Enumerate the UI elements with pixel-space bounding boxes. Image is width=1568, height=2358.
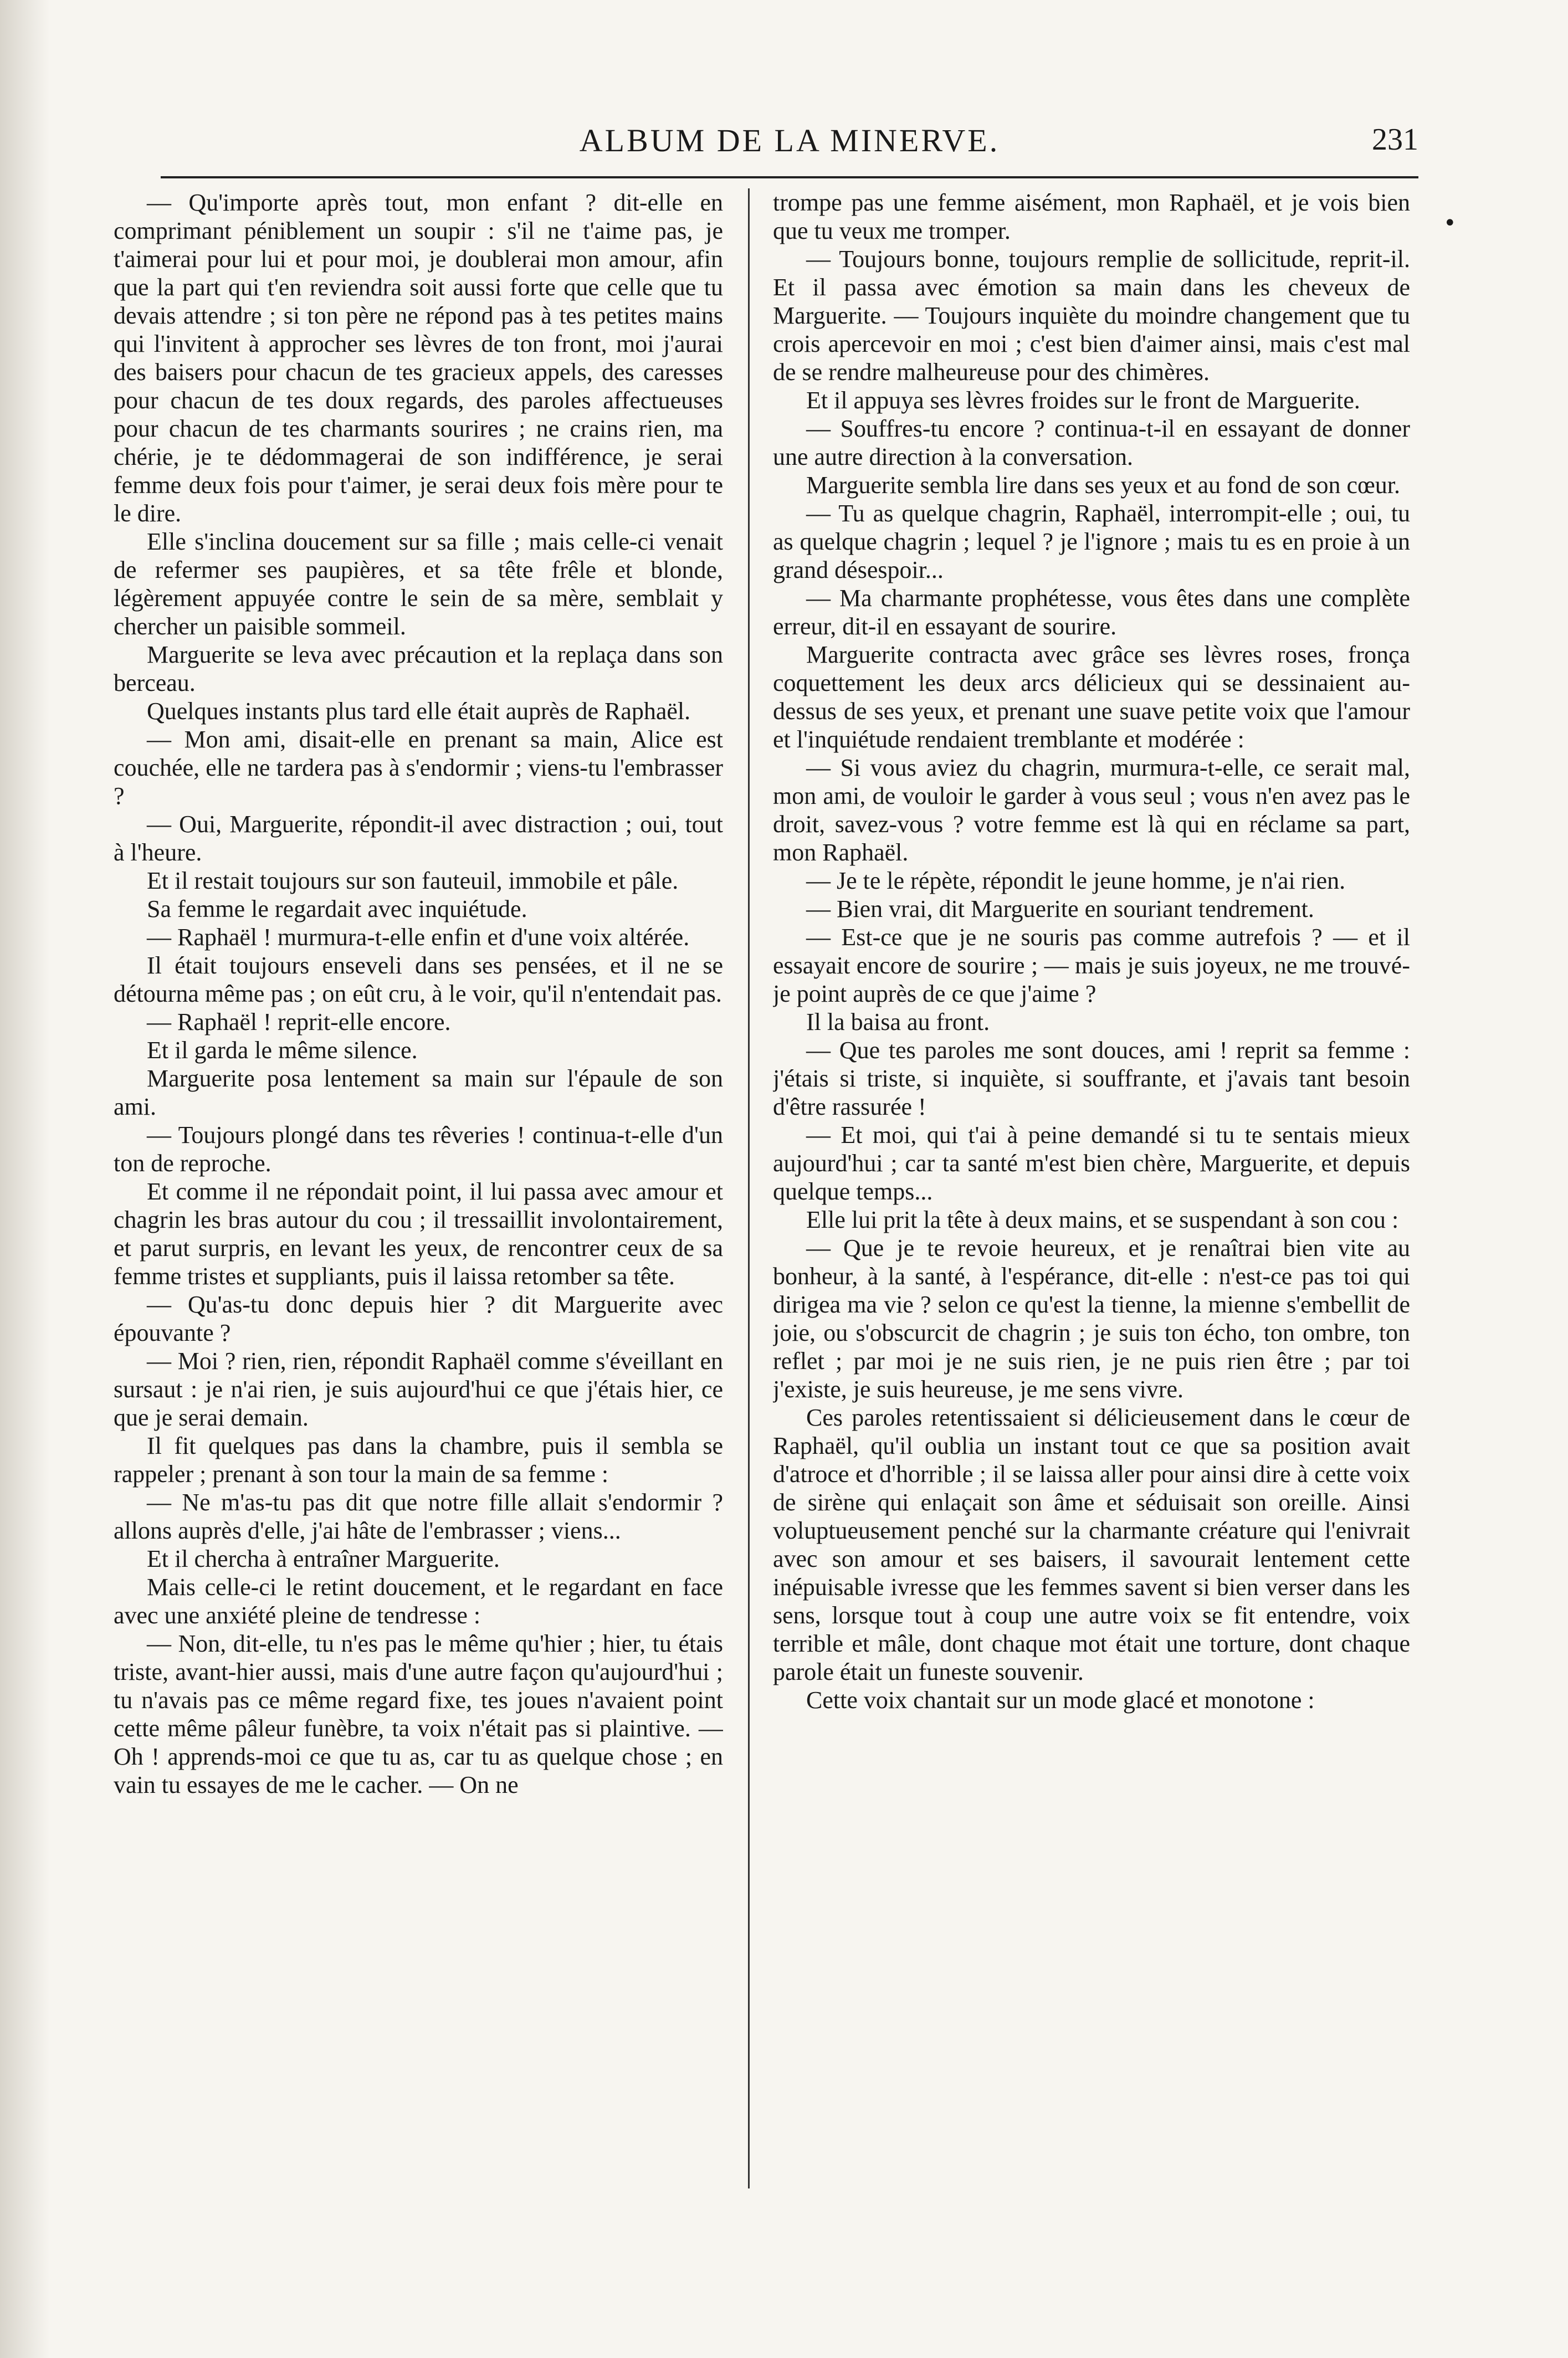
paragraph: Il la baisa au front. xyxy=(806,1008,990,1036)
paragraph: — Toujours bonne, toujours remplie de sollicitude, reprit-il. Et il passa avec émotion sa main dans les cheveux de Marguerite. — Toujours inquiète du moindre changement que tu crois apercevoir en moi ; c'est bien d'aimer ainsi, mais c'est mal de se rendre malheureuse pour des chimères. xyxy=(773,245,1410,386)
page-number: 231 xyxy=(1372,122,1418,157)
paragraph: — Est-ce que je ne souris pas comme autrefois ? — et il essayait encore de sourire ; — mais je suis joyeux, ne me trouvé-je point auprès de ce que j'aime ? xyxy=(773,924,1410,1007)
paragraph: — Bien vrai, dit Marguerite en souriant tendrement. xyxy=(806,895,1314,922)
paragraph: — Que je te revoie heureux, et je renaîtrai bien vite au bonheur, à la santé, à l'espérance, dit-elle : n'est-ce pas toi qui dirigea ma vie ? selon ce qu'est la tienne, la mienne s'embellit de joie, ou s'obscurcit de chagrin ; je suis ton écho, ton ombre, ton reflet ; par moi je ne suis rien, je ne puis rien être ; par toi j'existe, je suis heureuse, je me sens vivre. xyxy=(773,1234,1410,1403)
paragraph: — Qu'importe après tout, mon enfant ? dit-elle en comprimant péniblement un soupir : s'il ne t'aime pas, je t'aimerai pour lui et pour moi, je doublerai mon amour, afin que la part qui t'en reviendra soit aussi forte que celle que tu devais attendre ; si ton père ne répond pas à tes petites mains qui l'invitent à approcher ses lèvres de ton front, moi j'aurai des baisers pour chacun de tes gracieux appels, des caresses pour chacun de tes doux regards, des paroles affectueuses pour chacun de tes charmants sourires ; ne crains rien, ma chérie, je te dédommagerai de son indifférence, je serai femme deux fois pour t'aimer, je serai deux fois mère pour te le dire. xyxy=(114,189,723,527)
binding-shadow xyxy=(0,0,50,2358)
paragraph: Elle lui prit la tête à deux mains, et se suspendant à son cou : xyxy=(806,1206,1399,1233)
paragraph: — Et moi, qui t'ai à peine demandé si tu te sentais mieux aujourd'hui ; car ta santé m'est bien chère, Marguerite, et depuis quelque temps... xyxy=(773,1121,1410,1205)
paragraph: — Ne m'as-tu pas dit que notre fille allait s'endormir ? allons auprès d'elle, j'ai hâte de l'embrasser ; viens... xyxy=(114,1489,723,1544)
paragraph: Quelques instants plus tard elle était auprès de Raphaël. xyxy=(147,698,691,725)
paragraph: — Mon ami, disait-elle en prenant sa main, Alice est couchée, elle ne tardera pas à s'endormir ; viens-tu l'embrasser ? xyxy=(114,726,723,809)
paragraph: — Non, dit-elle, tu n'es pas le même qu'hier ; hier, tu étais triste, avant-hier aussi, mais d'une autre façon qu'aujourd'hui ; tu n'avais pas ce même regard fixe, tes joues n'avaient point cette même pâleur funèbre, ta voix n'était pas si plaintive. — Oh ! apprends-moi ce que tu as, car tu as quelque chose ; en vain tu essayes de me le cacher. — On ne xyxy=(114,1630,723,1798)
paragraph: trompe pas une femme aisément, mon Raphaël, et je vois bien que tu veux me tromper. xyxy=(773,189,1410,244)
header-rule xyxy=(161,176,1418,178)
paragraph: Et comme il ne répondait point, il lui passa avec amour et chagrin les bras autour du cou ; il tressaillit involontairement, et parut surpris, en levant les yeux, de rencontrer ceux de sa femme tristes et suppliants, puis il laissa retomber sa tête. xyxy=(114,1178,723,1290)
column-divider xyxy=(748,188,750,2188)
paragraph: Et il chercha à entraîner Marguerite. xyxy=(147,1545,500,1572)
paragraph: — Ma charmante prophétesse, vous êtes dans une complète erreur, dit-il en essayant de sourire. xyxy=(773,585,1410,640)
paragraph: — Qu'as-tu donc depuis hier ? dit Marguerite avec épouvante ? xyxy=(114,1291,723,1346)
paragraph: Il fit quelques pas dans la chambre, puis il sembla se rappeler ; prenant à son tour la main de sa femme : xyxy=(114,1432,723,1488)
paragraph: — Je te le répète, répondit le jeune homme, je n'ai rien. xyxy=(806,867,1346,894)
paragraph: Marguerite contracta avec grâce ses lèvres roses, fronça coquettement les deux arcs délicieux qui se dessinaient au-dessus de ses yeux, et prenant une suave petite voix que l'amour et l'inquiétude rendaient tremblante et modérée : xyxy=(773,641,1410,753)
paragraph: Et il garda le même silence. xyxy=(147,1037,418,1064)
page-header xyxy=(161,122,1418,177)
paragraph: Sa femme le regardait avec inquiétude. xyxy=(147,895,527,922)
paragraph: Il était toujours enseveli dans ses pensées, et il ne se détourna même pas ; on eût cru, à le voir, qu'il n'entendait pas. xyxy=(114,952,723,1007)
paragraph: — Tu as quelque chagrin, Raphaël, interrompit-elle ; oui, tu as quelque chagrin ; lequel ? je l'ignore ; mais tu es en proie à un grand désespoir... xyxy=(773,500,1410,583)
paragraph: Et il appuya ses lèvres froides sur le front de Marguerite. xyxy=(806,387,1360,414)
paragraph: Mais celle-ci le retint doucement, et le regardant en face avec une anxiété pleine de tendresse : xyxy=(114,1573,723,1629)
paragraph: — Si vous aviez du chagrin, murmura-t-elle, ce serait mal, mon ami, de vouloir le garder à vous seul ; vous n'en avez pas le droit, savez-vous ? votre femme est là qui en réclame sa part, mon Raphaël. xyxy=(773,754,1410,866)
paragraph: Elle s'inclina doucement sur sa fille ; mais celle-ci venait de refermer ses paupières, et sa tête frêle et blonde, légèrement appuyée contre le sein de sa mère, semblait y chercher un paisible sommeil. xyxy=(114,528,723,640)
paragraph: Marguerite se leva avec précaution et la replaça dans son berceau. xyxy=(114,641,723,696)
paragraph: — Que tes paroles me sont douces, ami ! reprit sa femme : j'étais si triste, si inquiète, si souffrante, et j'avais tant besoin d'être rassurée ! xyxy=(773,1037,1410,1120)
paragraph: Marguerite posa lentement sa main sur l'épaule de son ami. xyxy=(114,1065,723,1120)
paragraph: — Raphaël ! reprit-elle encore. xyxy=(147,1008,451,1036)
running-title: ALBUM DE LA MINERVE. xyxy=(579,122,1000,158)
right-column xyxy=(773,188,1410,2216)
paragraph: Et il restait toujours sur son fauteuil, immobile et pâle. xyxy=(147,867,679,894)
paragraph: Ces paroles retentissaient si délicieusement dans le cœur de Raphaël, qu'il oublia un instant tout ce que sa position avait d'atroce et d'horrible ; il se laissa aller pour ainsi dire à cette voix de sirène qui enlaçait son âme et séduisait son oreille. Ainsi voluptueusement penché sur la charmante créature qui l'enivrait avec son amour et ses baisers, il savourait lentement cette inépuisable ivresse que les femmes savent si bien verser dans les sens, lorsque tout à coup une autre voix se fit entendre, voix terrible et mâle, dont chaque mot était une torture, dont chaque parole était un funeste souvenir. xyxy=(773,1404,1410,1685)
paragraph: — Toujours plongé dans tes rêveries ! continua-t-elle d'un ton de reproche. xyxy=(114,1121,723,1177)
left-column xyxy=(114,188,723,2216)
paragraph: — Raphaël ! murmura-t-elle enfin et d'une voix altérée. xyxy=(147,924,690,951)
paragraph: — Oui, Marguerite, répondit-il avec distraction ; oui, tout à l'heure. xyxy=(114,811,723,866)
paragraph: Cette voix chantait sur un mode glacé et monotone : xyxy=(806,1687,1315,1714)
paragraph: — Moi ? rien, rien, répondit Raphaël comme s'éveillant en sursaut : je n'ai rien, je suis aujourd'hui ce que j'étais hier, ce que je serai demain. xyxy=(114,1347,723,1431)
ink-speck-icon: • xyxy=(1443,211,1457,236)
paragraph: Marguerite sembla lire dans ses yeux et au fond de son cœur. xyxy=(806,471,1401,499)
paragraph: — Souffres-tu encore ? continua-t-il en essayant de donner une autre direction à la conversation. xyxy=(773,415,1410,470)
